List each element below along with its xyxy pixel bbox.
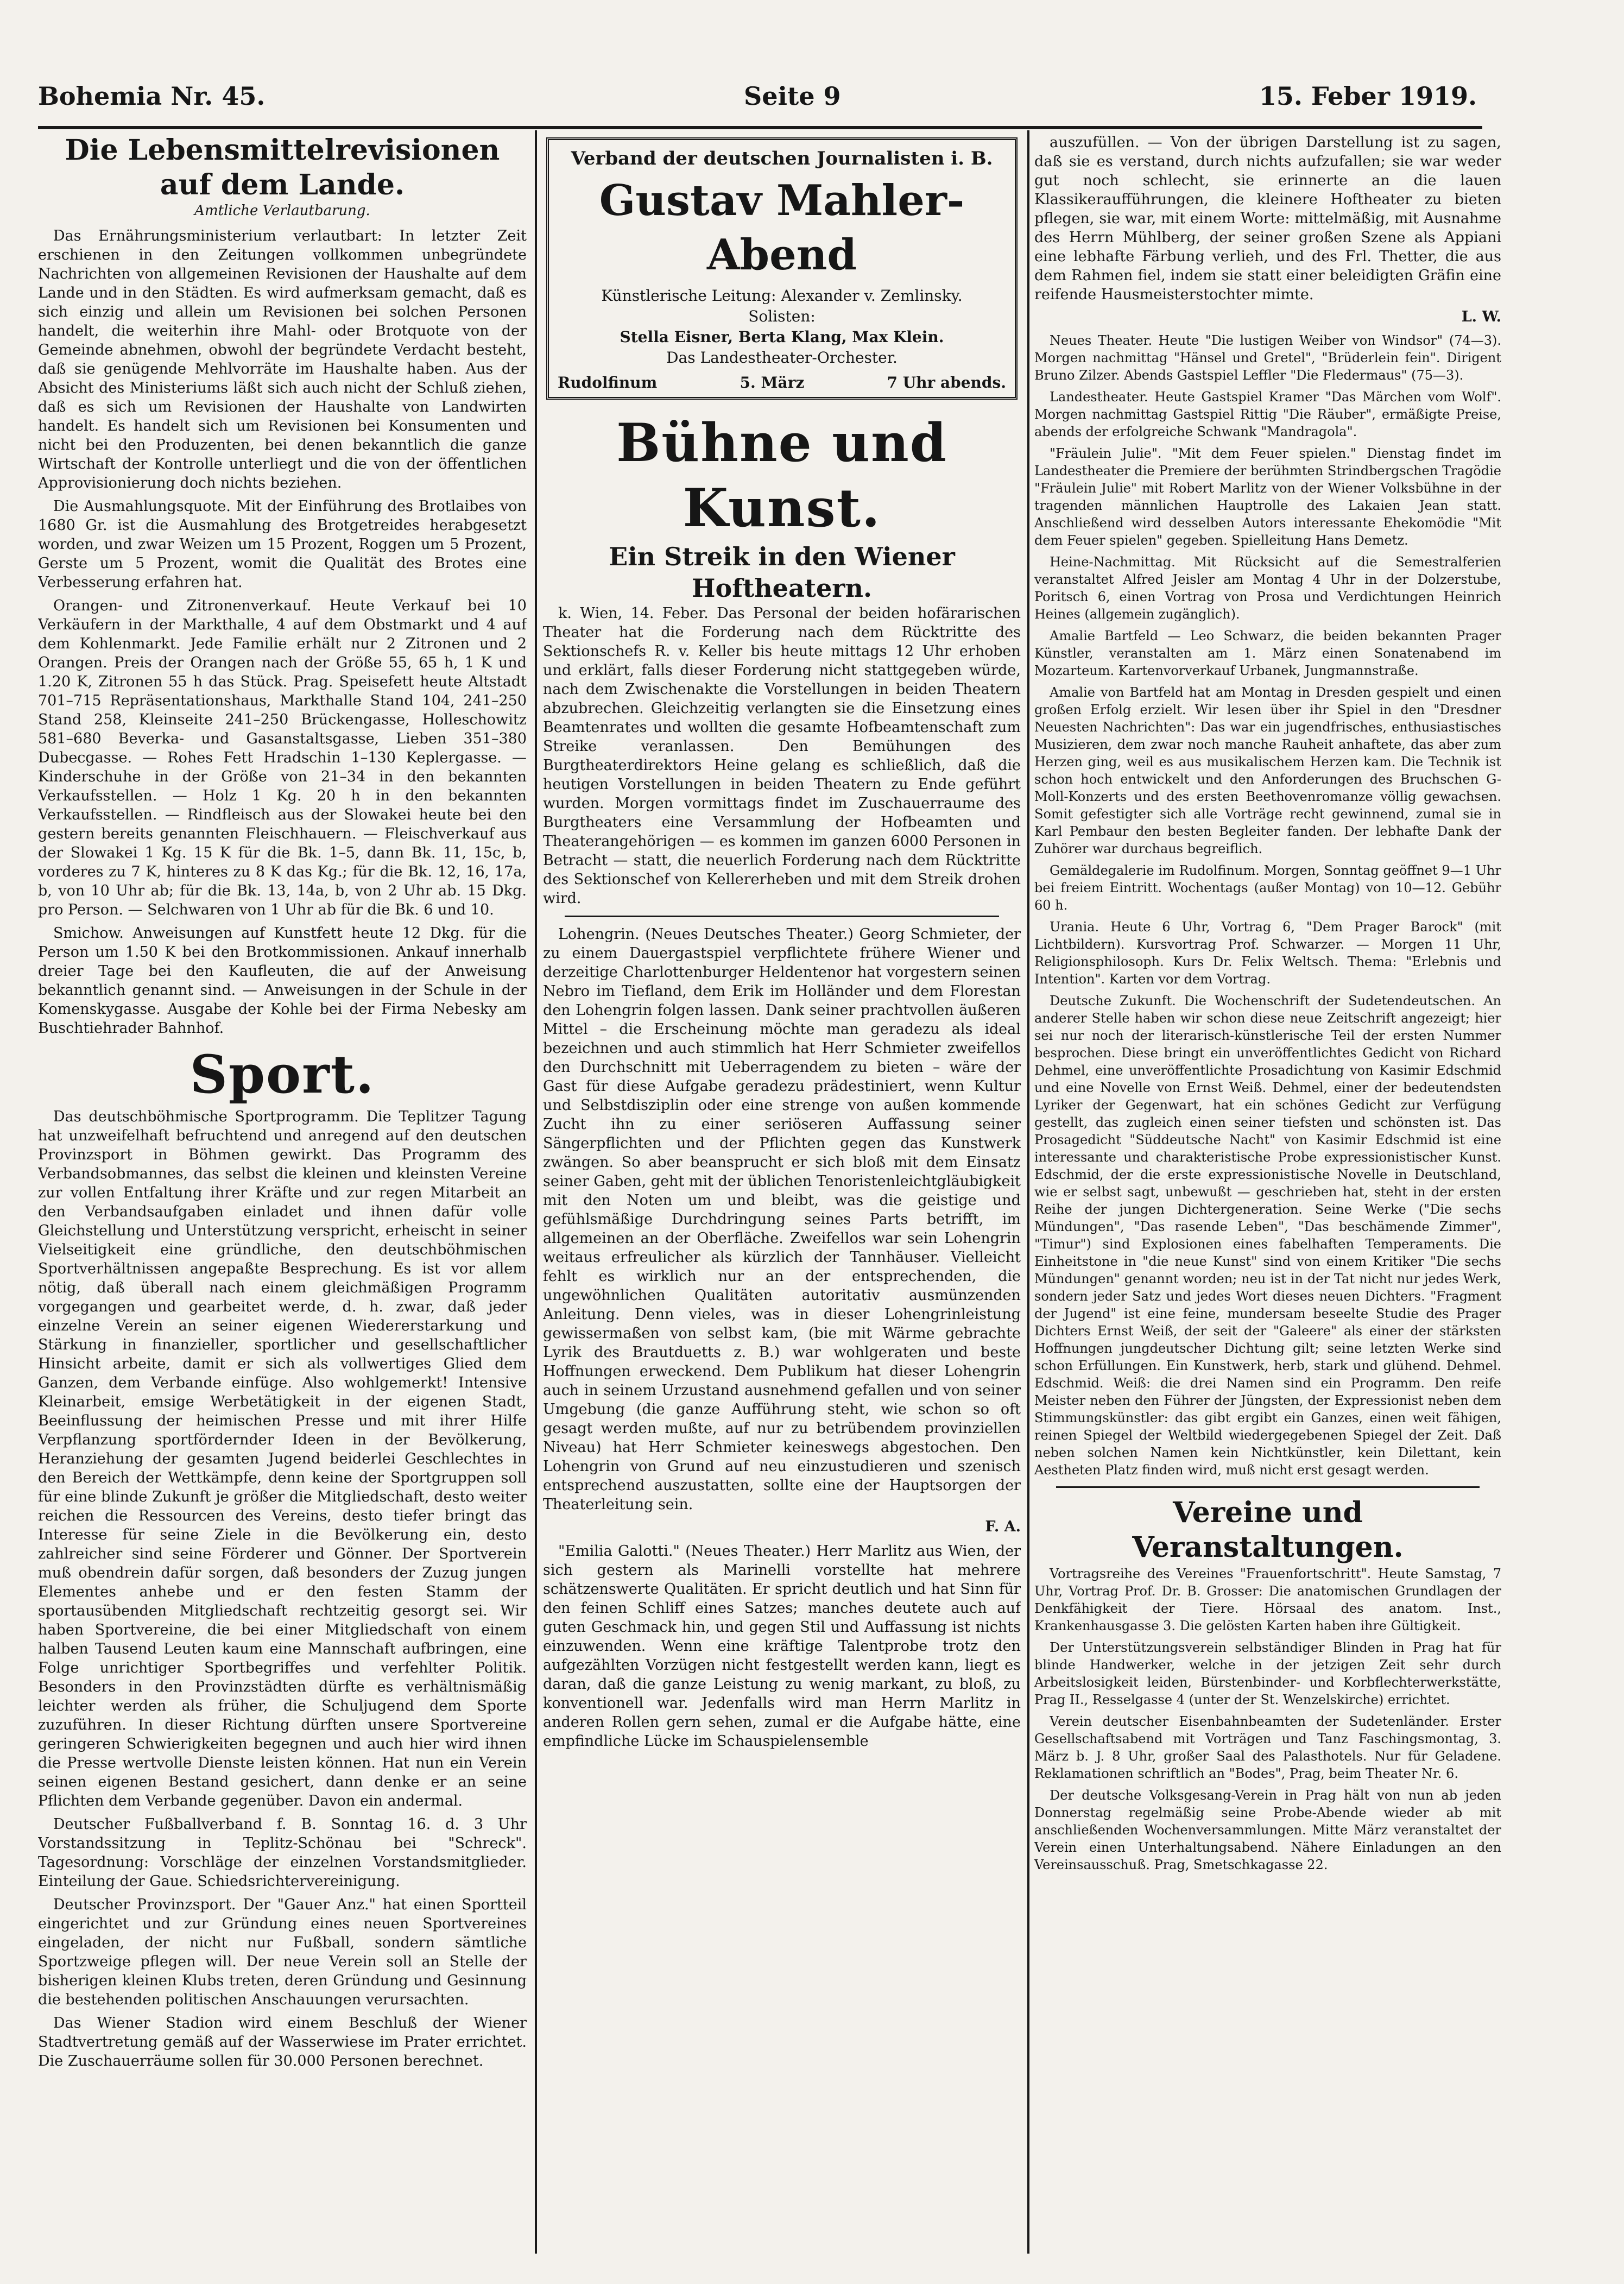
article-paragraph: Das Wiener Stadion wird einem Beschluß der Wiener Stadtvertretung gemäß auf der Wasserwiese im Prater errichtet. Die Zuschauerräume sollen für 30.000 Personen berechnet. — [38, 2015, 527, 2070]
section-divider — [1056, 1486, 1480, 1488]
column-left — [38, 133, 527, 2251]
article-signature: F. A. — [985, 1518, 1021, 1535]
article-paragraph: Lohengrin. (Neues Deutsches Theater.) Georg Schmieter, der zu einem Dauergastspiel verpflichtete frühere Wiener und derzeitige Charlottenburger Heldentenor hat vorgestern seinen Nebro im Tiefland, dem Erik im Holländer und dem Florestan den Lohengrin folgen lassen. Dank seiner prachtvollen äußeren Mittel – die Erscheinung möchte man geradezu als ideal bezeichnen und auch stimmlich hat Herr Schmieter zweifellos den Durchschnitt mit Ueberragendem zu bieten – wäre der Gast für diese Aufgabe geradezu prädestiniert, wenn Kultur und Selbstdisziplin oder eine strenge von außen kommende Zucht ihn zu einer seriöseren Auffassung seiner Sängerpflichten und der Pflichten gegen das Kunstwerk zwängen. So aber beansprucht er sich bloß mit dem Einsatz seiner Gaben, geht mit der üblichen Tenoristenleichtgläubigkeit mit den Noten um und bleibt, was die geistige und gefühlsmäßige Durchdringung seines Parts betrifft, im allgemeinen an der Oberfläche. Zweifellos war sein Lohengrin weitaus erfreulicher als kürzlich der Tannhäuser. Vielleicht fehlt es wirklich nur an der entsprechenden, die ungewöhnlichen Qualitäten autoritativ ausmünzenden Anleitung. Denn vieles, was in dieser Lohengrinleistung gewissermaßen von selbst kam, (bie mit Wärme gebrachte Lyrik des Brautduetts z. B.) war wohlgeraten und beste Hoffnungen erweckend. Dem Publikum hat dieser Lohengrin auch in seinem Urzustand ausnehmend gefallen und von seiner Umgebung (die ganze Aufführung steht, wie schon so oft gesagt werden mußte, auf nur zu betrübendem provinziellen Niveau) hat Herr Schmieter keineswegs abgestochen. Den Lohengrin von Grund auf neu einzustudieren und szenisch entsprechend auszustatten, sollte eine der Hauptsorgen der Theaterleitung sein. — [543, 926, 1021, 1513]
notices-block — [1034, 332, 1501, 1479]
ad-time: 7 Uhr abends. — [887, 374, 1006, 392]
notice-paragraph: Gemäldegalerie im Rudolfinum. Morgen, Sonntag geöffnet 9—1 Uhr bei freiem Eintritt. Wochentags (außer Montag) von 10—12. Gebühr 60 h. — [1034, 863, 1501, 913]
ad-soloists: Stella Eisner, Berta Klang, Max Klein. — [620, 328, 944, 346]
header-issue: Bohemia Nr. 45. — [38, 81, 266, 111]
article-paragraph: Deutscher Provinzsport. Der "Gauer Anz." hat einen Sportteil eingerichtet und zur Gründung eines neuen Sportvereines eingeladen, der nicht nur Fußball, sondern sämtliche Sportzweige pflegen will. Der neue Verein soll an Stelle der bisherigen kleinen Klubs treten, deren Gründung und Gesinnung die bestehenden politischen Anschauungen verursachten. — [38, 1896, 527, 2008]
article-paragraph: Orangen- und Zitronenverkauf. Heute Verkauf bei 10 Verkäufern in der Markthalle, 4 auf dem Obstmarkt und 4 auf dem Kohlenmarkt. Jede Familie erhält nur 2 Zitronen und 2 Orangen. Preis der Orangen nach der Größe 55, 65 h, 1 K und 1.20 K, Zitronen 55 h das Stück. Prag. Speisefett heute Altstadt 701–715 Repräsentationshaus, Markthalle Stand 104, 241–250 Stand 258, Kleinseite 241–250 Brückengasse, Holleschowitz 581–680 Beverka- und Gasanstaltsgasse, Lieben 351–380 Dubecgasse. — Rohes Fett Hradschin 1–130 Keplergasse. — Kinderschuhe in der Größe von 21–34 in den bekannten Verkaufsstellen. — Holz 1 Kg. 20 h in den bekannten Verkaufsstellen. — Rindfleisch aus der Slowakei heute bei den gestern bereits genannten Fleischhauern. — Fleischverkauf aus der Slowakei 1 Kg. 15 K für die Bk. 1–5, dann Bk. 11, 15c, b, vorderes zu 7 K, hinteres zu 8 K das Kg.; für die Bk. 12, 16, 17a, b, von 10 Uhr ab; für die Bk. 13, 14a, b, von 2 Uhr ab. 15 Dkg. pro Person. — Selchwaren von 1 Uhr ab für die Bk. 6 und 10. — [38, 597, 527, 918]
article-paragraph: Das Ernährungsministerium verlautbart: In letzter Zeit erschienen in den Zeitungen vollkommen unbegründete Nachrichten von allgemeinen Revisionen der Haushalte auf dem Lande und in den Städten. Es wird aufmerksam gemacht, daß es sich einzig und allein um Revisionen bei solchen Personen handelt, die weiterhin ihre Mahl- oder Brotquote von der Gemeinde abnehmen, obwohl der begründete Verdacht besteht, daß sie genügende Mehlvorräte im Haushalte haben. Aus der Absicht des Ministeriums läßt sich auch nicht der Schluß ziehen, daß es sich um Revisionen der Haushalte von Landwirten handelt. Es handelt sich um Revisionen bei Konsumenten und nicht bei den Produzenten, bei denen bekanntlich die ganze Wirtschaft der Kontrolle unterliegt und die von der öffentlichen Approvisionierung doch nichts beziehen. — [38, 228, 527, 491]
article-paragraph: "Emilia Galotti." (Neues Theater.) Herr Marlitz aus Wien, der sich gestern als Marinelli vorstellte hat mehrere schätzenswerte Qualitäten. Er spricht deutlich und hat Sinn für den feinen Schliff eines Satzes; manches deutete auch auf guten Geschmack hin, und gegen Stil und Auffassung ist nichts einzuwenden. Wenn eine kräftige Talentprobe trotz den aufgezählten Vorzügen nicht festgestellt werden kann, liegt es daran, daß die ganze Leistung zu wenig markant, zu bloß, zu konventionell war. Jedenfalls wird man Herrn Marlitz in anderen Rollen gern sehen, zumal er die Aufgabe hätte, eine empfindliche Lücke im Schauspielensemble — [543, 1543, 1021, 1750]
article-byline: Amtliche Verlautbarung. — [194, 203, 370, 219]
article-paragraph: Die Ausmahlungsquote. Mit der Einführung des Brotlaibes von 1680 Gr. ist die Ausmahlung des Brotgetreides herabgesetzt worden, und zwar Weizen um 15 Prozent, Roggen um 5 Prozent, Gerste um 5 Prozent, womit die Qualität des Brotes eine Verbesserung erfahren hat. — [38, 498, 527, 591]
article-headline-streik: Ein Streik in den Wiener Hoftheatern. — [609, 542, 955, 603]
column-rule — [535, 130, 537, 2254]
ad-date: 5. März — [740, 374, 805, 392]
article-paragraph: Smichow. Anweisungen auf Kunstfett heute 12 Dkg. für die Person um 1.50 K bei den Brotkommissionen. Ankauf innerhalb dreier Tage bei den Kaufleuten, die auf der Anweisung bekanntlich genannt sind. — Anweisungen in der Schule in der Komenskygasse. Ausgabe der Kohle bei der Firma Nebesky am Buschtiehrader Bahnhof. — [38, 925, 527, 1037]
header-rule — [38, 126, 1482, 129]
header-date: 15. Feber 1919. — [1259, 81, 1477, 111]
notice-paragraph: Vortragsreihe des Vereines "Frauenfortschritt". Heute Samstag, 7 Uhr, Vortrag Prof. Dr. B. Grosser: Die anatomischen Grundlagen der Denkfähigkeit der Tiere. Hörsaal des anatom. Inst., Krankenhausgasse 3. Die gelösten Karten haben ihre Gültigkeit. — [1034, 1566, 1501, 1633]
header-page-number: Seite 9 — [744, 81, 841, 111]
ad-title: Gustav Mahler-Abend — [599, 176, 965, 280]
notice-paragraph: Der Unterstützungsverein selbständiger Blinden in Prag hat für blinde Handwerker, welche in der jetzigen Zeit sehr durch Arbeitslosigkeit leiden, Bürstenbinder- und Korbflechterwerkstätte, Prag II., Resselgasse 4 (unter der St. Wenzelskirche) errichtet. — [1034, 1640, 1501, 1707]
ad-venue: Rudolfinum — [558, 374, 658, 392]
column-rule — [1027, 130, 1029, 2254]
article-divider — [565, 916, 999, 917]
ad-soloists-label: Solisten: — [748, 307, 816, 325]
vereine-block — [1034, 1565, 1501, 1873]
notice-paragraph: Verein deutscher Eisenbahnbeamten der Sudetenländer. Erster Gesellschaftsabend mit Vorträgen und Tanz Faschingsmontag, 3. März b. J. 8 Uhr, großer Saal des Palasthotels. Nur für Geladene. Reklamationen schriftlich an "Bodes", Prag, beim Theater Nr. 6. — [1034, 1714, 1501, 1781]
notice-paragraph: Urania. Heute 6 Uhr, Vortrag 6, "Dem Prager Barock" (mit Lichtbildern). Kursvortrag Prof. Schwarzer. — Morgen 11 Uhr, Religionsphilosoph. Kurs Dr. Felix Weltsch. Thema: "Erlebnis und Intention". Karten vor dem Vortrag. — [1034, 919, 1501, 987]
ad-venue-row — [558, 374, 1006, 392]
article-signature: L. W. — [1461, 308, 1501, 325]
column-middle — [543, 133, 1021, 2251]
article-paragraph: auszufüllen. — Von der übrigen Darstellung ist zu sagen, daß sie es verstand, durch nichts aufzufallen; sie war weder gut noch schlecht, sie erinnerte an die lauen Klassikeraufführungen, die kleinere Hoftheater zu bieten pflegen, sie war, mit einem Worte: mittelmäßig, mit Ausnahme des Herrn Mühlberg, der seiner großen Szene als Appiani eine lebhafte Färbung verlieh, und des Frl. Thetter, die aus dem Rahmen fiel, indem sie statt einer beleidigten Gräfin eine reifende Hausmeisterstochter mimte. — [1034, 134, 1501, 303]
notice-paragraph: Heine-Nachmittag. Mit Rücksicht auf die Semestralferien veranstaltet Alfred Jeisler am Montag 4 Uhr in der Dolzerstube, Poritsch 6, einen Vortrag von Prosa und Verdichtungen Heinrich Heines (allgemein zugänglich). — [1034, 554, 1501, 622]
ad-conductor: Künstlerische Leitung: Alexander v. Zemlinsky. — [601, 287, 963, 305]
page-header — [38, 81, 1477, 119]
ad-orchestra: Das Landestheater-Orchester. — [666, 349, 898, 367]
article-headline-lebensmittel: Die Lebensmittelrevisionen auf dem Lande. — [65, 134, 500, 201]
section-headline-sport: Sport. — [189, 1044, 375, 1105]
notice-paragraph: Deutsche Zukunft. Die Wochenschrift der Sudetendeutschen. An anderer Stelle haben wir schon diese neue Zeitschrift angezeigt; hier sei nur noch der literarisch-künstlerische Teil der ersten Nummer besprochen. Diese bringt ein unveröffentlichtes Gedicht von Richard Dehmel, eine unveröffentlichte Prosadichtung von Kasimir Edschmid und eine Novelle von Ernst Weiß. Dehmel, einer der bedeutendsten Lyriker der Gegenwart, hat ein schönes Gedicht zur Verfügung gestellt, das zugleich einen seiner tiefsten und schönsten ist. Das Prosagedicht "Süddeutsche Nacht" von Kasimir Edschmid ist eine interessante und charakteristische Probe expressionistischer Kunst. Edschmid, der die erste expressionistische Novelle in Deutschland, wie er selbst sagt, unbewußt — geschrieben hat, steht in der ersten Reihe der jungen Dichtergeneration. Seine Werke ("Die sechs Mündungen", "Das rasende Leben", "Das beschämende Zimmer", "Timur") sind Explosionen eines fabelhaften Temperaments. Die Einheitstone in "die neue Kunst" sind von einem Kritiker "Die sechs Mündungen" genannt worden; neu ist in der Tat nicht nur jedes Werk, sondern jeder Satz und jedes Wort dieses neuen Dichters. "Fragment der Jugend" ist eine feine, mundersam beseelte Studie des Prager Dichters Ernst Weiß, der seit der "Galeere" als einer der stärksten Hoffnungen jungdeutscher Dichtung gilt; seine letzten Werke sind schon Erfüllungen. Ein Kunstwerk, herb, stark und glühend. Dehmel. Edschmid. Weiß: die drei Namen sind ein Programm. Den reife Meister neben den Führer der Jüngsten, der Expressionist neben dem Stimmungskünstler: das gibt ergibt ein Ganzes, einen weit fähigen, reinen Spiegel der Weltbild wiedergegebenen Spiegel der Zeit. Daß neben solchen Namen kein Nichtkünstler, kein Dilettant, kein Aestheten Platz finden wird, muß nicht erst gesagt werden. — [1034, 993, 1501, 1478]
notice-paragraph: Amalie Bartfeld — Leo Schwarz, die beiden bekannten Prager Künstler, veranstalten am 1. März einen Sonatenabend im Mozarteum. Kartenvorverkauf Urbanek, Jungmannstraße. — [1034, 628, 1501, 678]
notice-paragraph: Der deutsche Volksgesang-Verein in Prag hält von nun ab jeden Donnerstag regelmäßig seine Probe-Abende wieder ab mit anschließenden Wochenversammlungen. Mitte März veranstaltet der Verein einen Unterhaltungsabend. Nähere Einladungen an den Vereinsausschuß. Prag, Smetschkagasse 22. — [1034, 1788, 1501, 1872]
ad-organizer: Verband der deutschen Journalisten i. B. — [571, 148, 993, 169]
notice-paragraph: "Fräulein Julie". "Mit dem Feuer spielen." Dienstag findet im Landestheater die Premiere der berühmten Strindbergschen Tragödie "Fräulein Julie" mit Robert Marlitz von der Wiener Volksbühne in der tragenden männlichen Hauptrolle des Lakaien Jean statt. Anschließend wird desselben Autors interessante Ehekomödie "Mit dem Feuer spielen" gegeben. Spielleitung Hans Demetz. — [1034, 446, 1501, 548]
article-paragraph: Das deutschböhmische Sportprogramm. Die Teplitzer Tagung hat unzweifelhaft befruchtend und anregend auf den deutschen Provinzsport in Böhmen gewirkt. Das Programm des Verbandsobmannes, das selbst die kleinen und kleinsten Vereine zur vollen Entfaltung ihrer Kräfte und zur regen Mitarbeit an den Verbandsaufgaben einladet und ihnen dafür volle Gleichstellung und Unterstützung verspricht, erheischt in seiner Vielseitigkeit eine gründliche, den deutschböhmischen Sportverhältnissen angepaßte Besprechung. Es ist vor allem nötig, daß überall nach einem gleichmäßigen Programm vorgegangen und gearbeitet werde, d. h. zwar, daß jeder einzelne Verein an seiner eigenen Wiedererstarkung und Stärkung in finanzieller, sportlicher und gesellschaftlicher Hinsicht arbeite, damit er sich als vollwertiges Glied dem Ganzen, dem Verbande einfüge. Also wohlgemerkt! Intensive Kleinarbeit, emsige Werbetätigkeit in der eigenen Stadt, Beeinflussung der heimischen Presse und mit ihrer Hilfe Verpflanzung sportfördernder Ideen in der Bevölkerung, Heranziehung der gesamten Jugend beiderlei Geschlechtes in den Bereich der Wettkämpfe, denn keine der Sportgruppen soll für eine blinde Zukunft je größer die Mitgliedschaft, desto weiter reichen die Ressourcen des Vereins, desto tiefer bringt das Interesse für seine Ziele in die Bevölkerung ein, desto zahlreicher sind seine Förderer und Gönner. Der Sportverein muß obendrein dafür sorgen, daß besonders der Zuzug jungen Elementes anhebe und er den festen Stamm der sportausübenden Mitgliedschaft rechtzeitig gesorgt sei. Wir haben Sportvereine, die bei einer Mitgliedschaft von einem halben Tausend Leuten kaum eine Mannschaft aufbringen, eine Folge unrichtiger Sportbegriffes und verfehlter Politik. Besonders in den Provinzstädten dürfte es verhältnismäßig leichter werden als früher, die Schuljugend dem Sporte zuzuführen. In dieser Richtung dürften unsere Sportvereine geringeren Schwierigkeiten begegnen und auch hier wird ihnen die Presse wertvolle Dienste leisten können. Hat nun ein Verein seinen eigenen Bestand gesichert, dann denke er an seine Pflichten dem Verbande gegenüber. Davon ein andermal. — [38, 1108, 527, 1809]
advertisement-mahler-abend — [546, 137, 1018, 400]
article-paragraph: k. Wien, 14. Feber. Das Personal der beiden hofärarischen Theater hat die Forderung nach dem Rücktritte des Sektionschefs R. v. Keller bis heute mittags 12 Uhr erhoben und erklärt, falls dieser Forderung nicht stattgegeben würde, nach dem Zwischenakte die Vorstellungen in beiden Theatern abzubrechen. Gleichzeitig verlangten sie die Einsetzung eines Beamtenrates und wollten die gesamte Hofbeamtenschaft zum Streike veranlassen. Den Bemühungen des Burgtheaterdirektors Heine gelang es schließlich, daß die heutigen Vorstellungen in beiden Theatern zu Ende geführt wurden. Morgen vormittags findet im Zuschauerraume des Burgtheaters eine Versammlung der Hofbeamten und Theaterangehörigen — es kommen im ganzen 6000 Personen in Betracht — statt, die neuerlich Forderung nach dem Rücktritte des Sektionschef von Kellererheben und mit dem Streik drohen wird. — [543, 605, 1021, 907]
notice-paragraph: Amalie von Bartfeld hat am Montag in Dresden gespielt und einen großen Erfolg erzielt. Wir lesen über ihr Spiel in den "Dresdner Neuesten Nachrichten": Das war ein jugendfrisches, enthusiastisches Musizieren, dem zwar noch manche Rauheit anhaftete, das aber zum Herzen ging, weil es aus musikalischem Herzen kam. Die Technik ist schon hoch entwickelt und den Anforderungen des Bruchschen G-Moll-Konzerts und des ersten Beethovenromanze völlig gewachsen. Somit gefestigter sich alle Vorträge recht gewinnend, zumal sie in Karl Pembaur den besten Begleiter fanden. Der lebhafte Dank der Zuhörer war durchaus begreiflich. — [1034, 685, 1501, 856]
section-headline-buehne: Bühne und Kunst. — [616, 412, 947, 539]
article-paragraph: Deutscher Fußballverband f. B. Sonntag 16. d. 3 Uhr Vorstandssitzung in Teplitz-Schönau bei "Schreck". Tagesordnung: Vorschläge der einzelnen Vorstandsmitglieder. Einteilung der Gaue. Schiedsrichtervereinigung. — [38, 1816, 527, 1890]
notice-paragraph: Neues Theater. Heute "Die lustigen Weiber von Windsor" (74—3). Morgen nachmittag "Hänsel und Gretel", "Brüderlein fein". Dirigent Bruno Zilzer. Abends Gastspiel Leffler "Die Fledermaus" (75—3). — [1034, 333, 1501, 383]
section-headline-vereine: Vereine und Veranstaltungen. — [1132, 1496, 1404, 1564]
notice-paragraph: Landestheater. Heute Gastspiel Kramer "Das Märchen vom Wolf". Morgen nachmittag Gastspiel Rittig "Die Räuber", ermäßigte Preise, abends der erfolgreiche Schwank "Mandragola". — [1034, 389, 1501, 439]
column-right — [1034, 133, 1501, 2251]
